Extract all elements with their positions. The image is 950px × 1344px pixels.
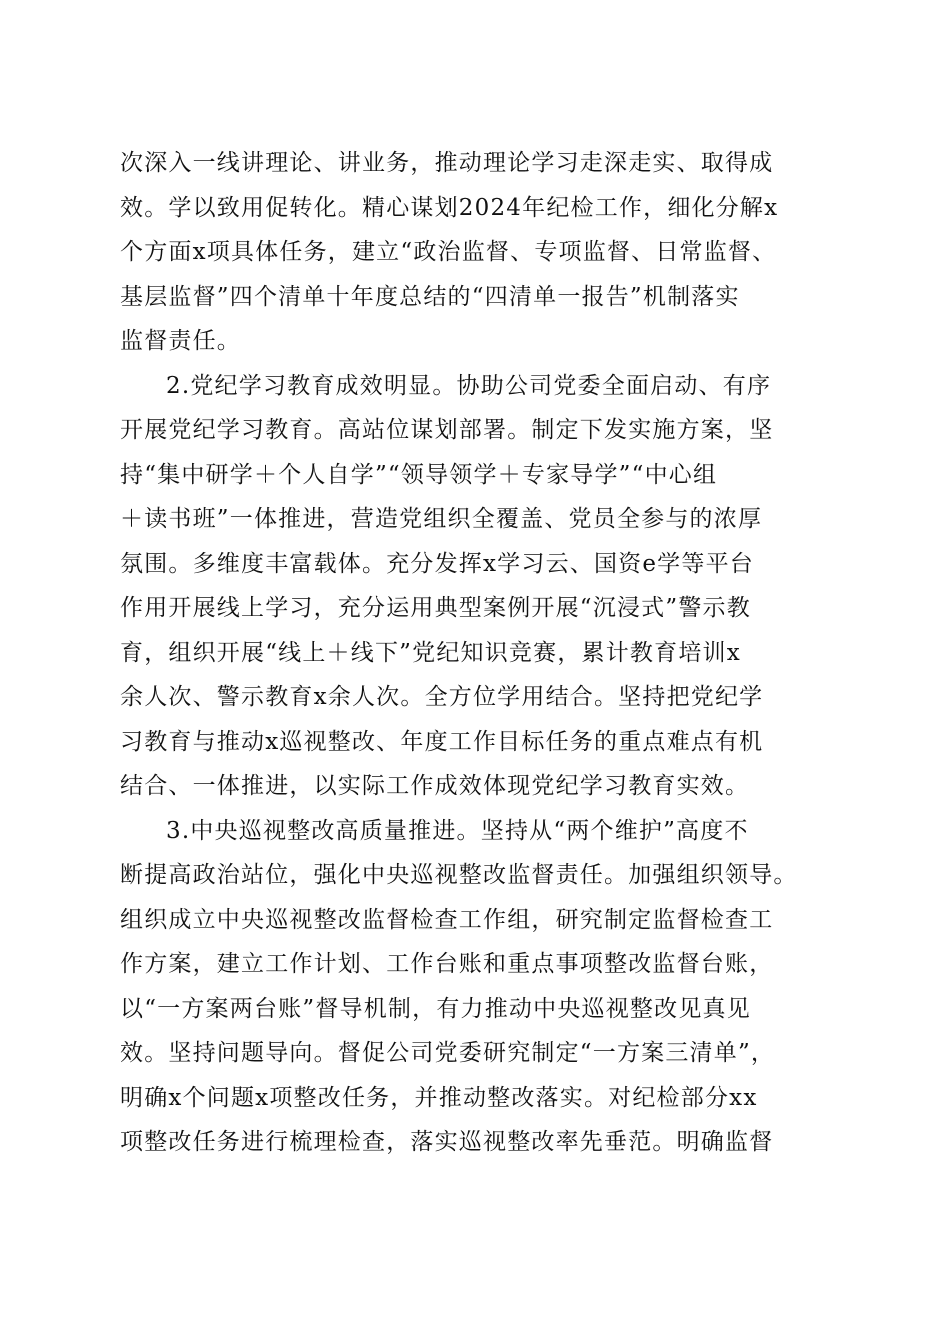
paragraph-2-line-10: 结合、一体推进，以实际工作成效体现党纪学习教育实效。 xyxy=(120,773,750,799)
paragraph-2-line-7: 育，组织开展“线上＋线下”党纪知识竞赛，累计教育培训x xyxy=(120,639,741,666)
paragraph-2-line-8: 余人次、警示教育x余人次。全方位学用结合。坚持把党纪学 xyxy=(120,684,764,710)
paragraph-3 xyxy=(120,809,860,1165)
paragraph-2-line-3: 持“集中研学＋个人自学”“领导领学＋专家导学”“中心组 xyxy=(120,461,718,488)
paragraph-3-line-2: 断提高政治站位，强化中央巡视整改监督责任。加强组织领导。 xyxy=(120,862,798,888)
paragraph-3-line-5: 以“一方案两台账”督导机制，有力推动中央巡视整改见真见 xyxy=(120,995,751,1022)
paragraph-1-line-3: 个方面x项具体任务，建立“政治监督、专项监督、日常监督、 xyxy=(120,239,777,265)
paragraph-2-line-2: 开展党纪学习教育。高站位谋划部署。制定下发实施方案，坚 xyxy=(120,417,774,443)
paragraph-1 xyxy=(120,141,860,364)
paragraph-1-line-2: 效。学以致用促转化。精心谋划2024年纪检工作，细化分解x xyxy=(120,194,779,221)
paragraph-1-line-5: 监督责任。 xyxy=(120,328,241,354)
paragraph-2-line-1: 2.党纪学习教育成效明显。协助公司党委全面启动、有序 xyxy=(166,372,772,399)
paragraph-3-line-1: 3.中央巡视整改高质量推进。坚持从“两个维护”高度不 xyxy=(166,817,749,844)
paragraph-2-line-9: 习教育与推动x巡视整改、年度工作目标任务的重点难点有机 xyxy=(120,728,764,755)
paragraph-3-line-7: 明确x个问题x项整改任务，并推动整改落实。对纪检部分xx xyxy=(120,1084,758,1111)
paragraph-3-line-8: 项整改任务进行梳理检查，落实巡视整改率先垂范。明确监督 xyxy=(120,1129,774,1155)
paragraph-1-line-4: 基层监督”四个清单十年度总结的“四清单一报告”机制落实 xyxy=(120,283,740,310)
paragraph-2-line-4: ＋读书班”一体推进，营造党组织全覆盖、党员全参与的浓厚 xyxy=(120,506,763,532)
paragraph-1-line-1: 次深入一线讲理论、讲业务，推动理论学习走深走实、取得成 xyxy=(120,150,774,176)
paragraph-3-line-6: 效。坚持问题导向。督促公司党委研究制定“一方案三清单”， xyxy=(120,1040,776,1066)
paragraph-3-line-4: 作方案，建立工作计划、工作台账和重点事项整改监督台账， xyxy=(120,951,774,977)
document-body xyxy=(120,141,860,1165)
paragraph-2-line-5: 氛围。多维度丰富载体。充分发挥x学习云、国资e学等平台 xyxy=(120,550,754,577)
paragraph-2 xyxy=(120,364,860,809)
paragraph-2-line-6: 作用开展线上学习，充分运用典型案例开展“沉浸式”警示教 xyxy=(120,595,751,621)
paragraph-3-line-3: 组织成立中央巡视整改监督检查工作组，研究制定监督检查工 xyxy=(120,906,774,933)
